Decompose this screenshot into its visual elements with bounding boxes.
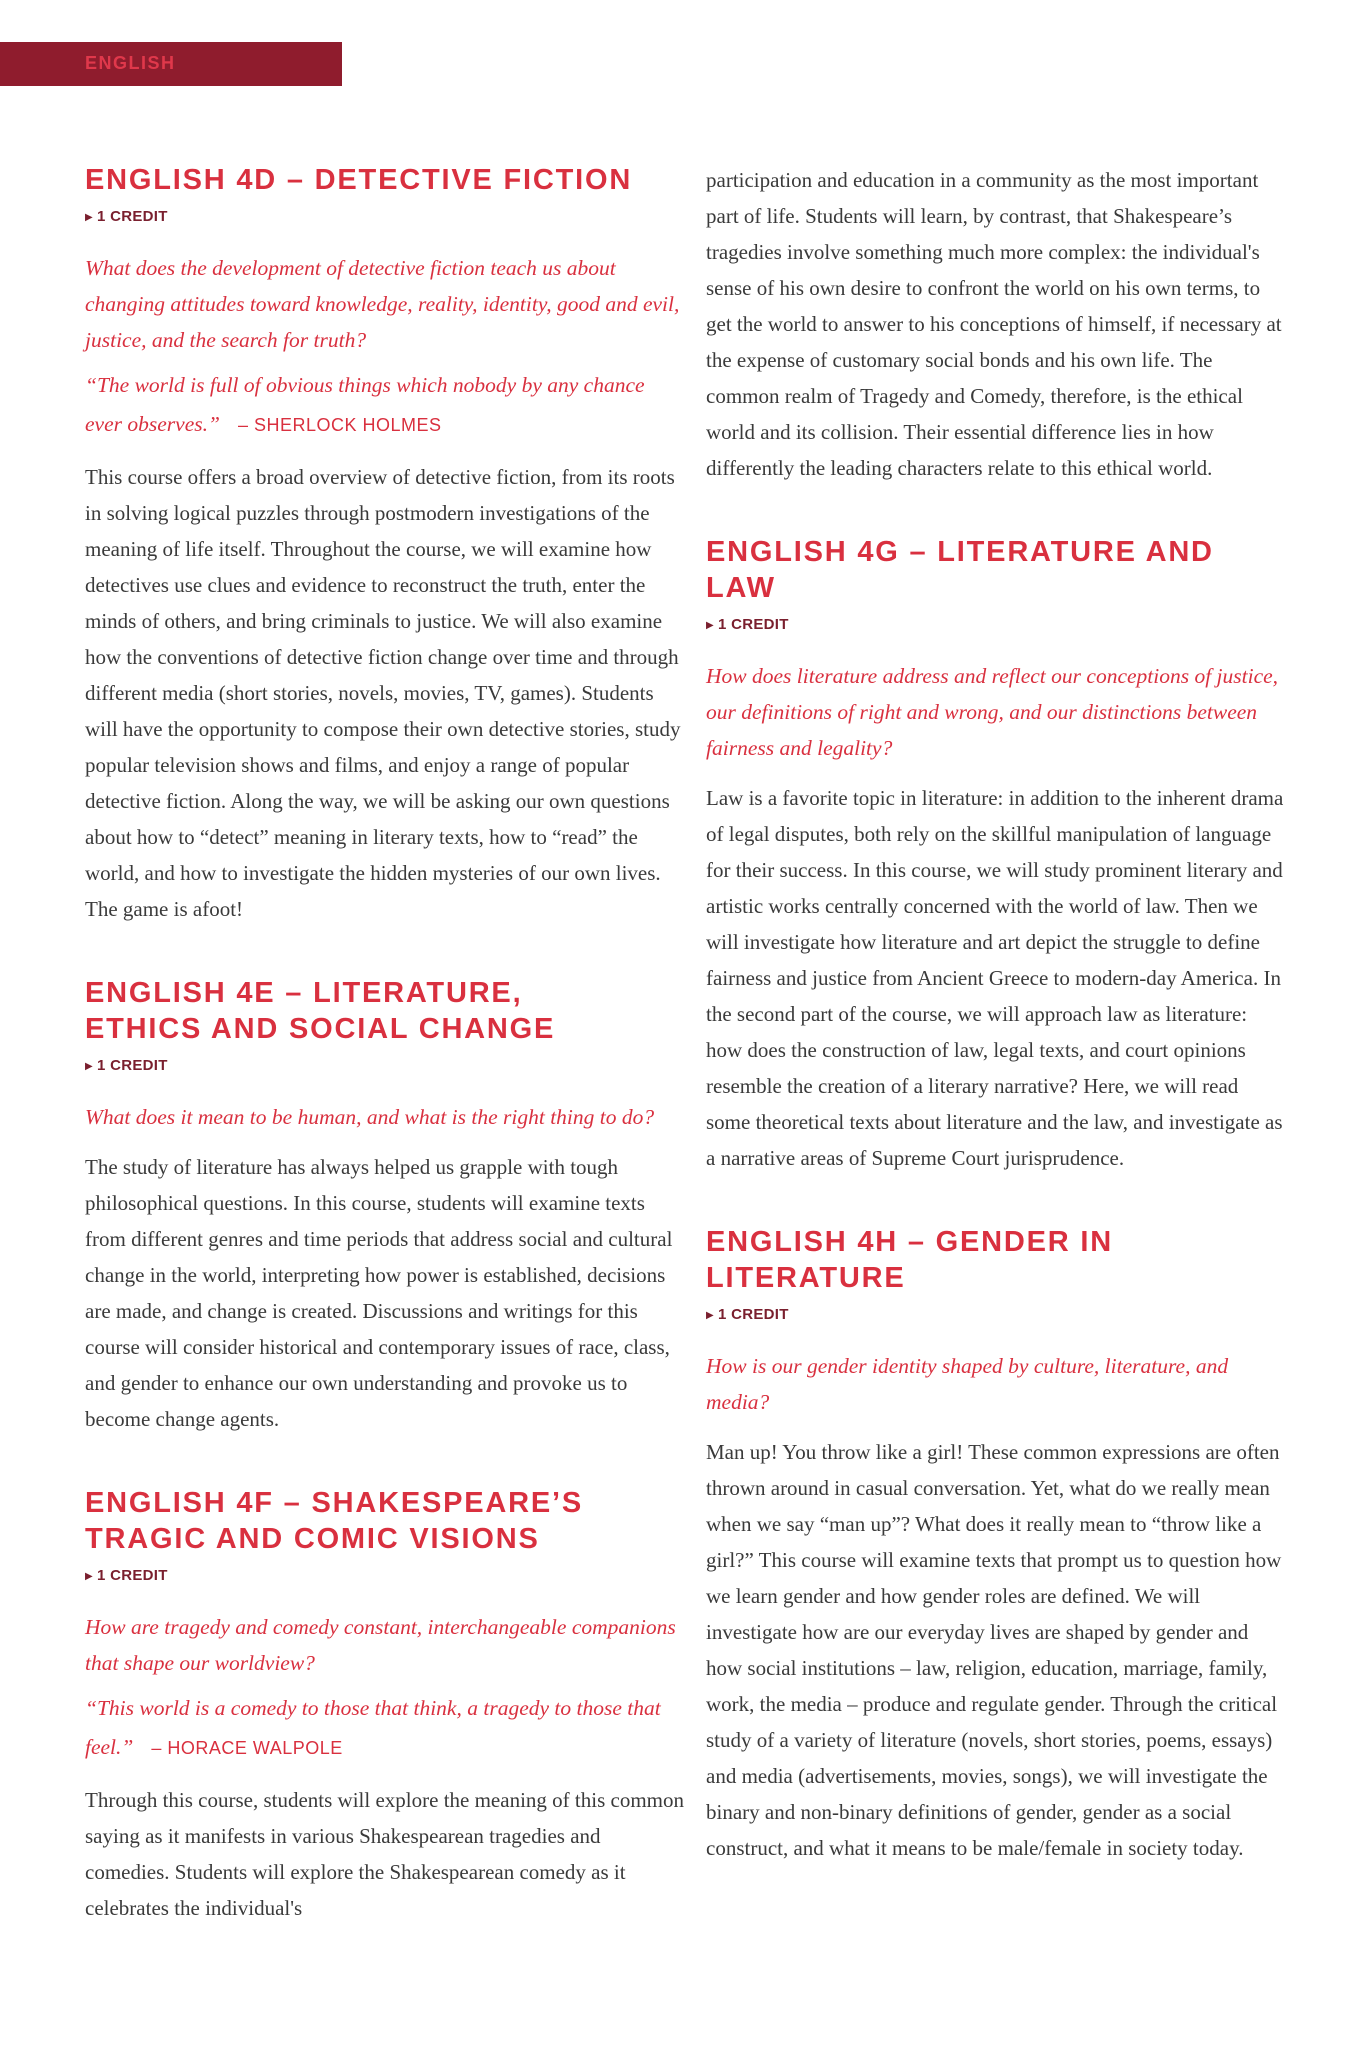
course-description: This course offers a broad overview of detective fiction, from its roots in solving logical puzzles through postmodern investigations of the meaning of life itself. Throughout the course, we will examine how detectives use clues and evidence to reconstruct the truth, enter the minds of others, and bring criminals to justice. We will also examine how the conventions of detective fiction change over time and through different media (short stories, novels, movies, TV, games). Students will have the opportunity to compose their own detective stories, study popular television shows and films, and enjoy a range of popular detective fiction. Along the way, we will be asking our own questions about how to “detect” meaning in literary texts, how to “read” the world, and how to investigate the hidden mysteries of our own lives. The game is afoot! (85, 465, 681, 921)
triangle-bullet-icon: ▶ (85, 1061, 93, 1072)
section-tab-label: ENGLISH (85, 53, 176, 73)
course-question: How are tragedy and comedy constant, interchangeable companions that shape our worldview? (85, 1615, 676, 1675)
course-description-continued: participation and education in a community as the most important part of life. Students will learn, by contrast, that Shakespeare’s tragedies involve something much more complex: the individual's sense of his own desire to confront the world on his own terms, to get the world to answer to his conceptions of himself, if necessary at the expense of customary social bonds and his own life. The common realm of Tragedy and Comedy, therefore, is the ethical world and its collision. Their essential difference lies in how differently the leading characters relate to this ethical world. (706, 168, 1282, 480)
course-title: ENGLISH 4D – DETECTIVE FICTION (85, 164, 633, 196)
course-title: ENGLISH 4E – LITERATURE, ETHICS AND SOCIAL CHANGE (85, 977, 556, 1045)
course-description: Man up! You throw like a girl! These common expressions are often thrown around in casual conversation. Yet, what do we really mean when we say “man up”? What does it really mean to “throw like a girl?” This course will examine texts that prompt us to question how we learn gender and how gender roles are defined. We will investigate how are our everyday lives are shaped by gender and how social institutions – law, religion, education, marriage, family, work, the media – produce and regulate gender. Through the critical study of a variety of literature (novels, short stories, poems, essays) and media (advertisements, movies, songs), we will investigate the binary and non-binary definitions of gender, gender as a social construct, and what it means to be male/female in society today. (706, 1440, 1282, 1860)
triangle-bullet-icon: ▶ (85, 1571, 93, 1582)
course-question: What does the development of detective fiction teach us about changing attitudes toward knowledge, reality, identity, good and evil, justice, and the search for truth? (85, 256, 680, 352)
triangle-bullet-icon: ▶ (85, 212, 93, 223)
course-english-4f-continued (706, 162, 1286, 486)
course-credit: ▶ 1 CREDIT (706, 616, 789, 633)
course-credit: ▶ 1 CREDIT (85, 208, 168, 225)
course-question: How is our gender identity shaped by culture, literature, and media? (706, 1354, 1229, 1414)
right-column (706, 162, 1286, 1914)
course-quote: “This world is a comedy to those that think, a tragedy to those that feel.” – HORACE WALPOLE (85, 1696, 661, 1759)
quote-attribution: – HORACE WALPOLE (151, 1738, 343, 1758)
course-title: ENGLISH 4F – SHAKESPEARE’S TRAGIC AND COMIC VISIONS (85, 1487, 584, 1555)
course-credit: ▶ 1 CREDIT (85, 1057, 168, 1074)
course-description: Through this course, students will explore the meaning of this common saying as it manifests in various Shakespearean tragedies and comedies. Students will explore the Shakespearean comedy as it celebrates the individual's (85, 1788, 684, 1920)
course-english-4e (85, 975, 685, 1437)
course-english-4g (706, 534, 1286, 1176)
course-description: Law is a favorite topic in literature: in addition to the inherent drama of legal disputes, both rely on the skillful manipulation of language for their success. In this course, we will study prominent literary and artistic works centrally concerned with the world of law. Then we will investigate how literature and art depict the struggle to define fairness and justice from Ancient Greece to modern-day America. In the second part of the course, we will approach law as literature: how does the construction of law, legal texts, and court opinions resemble the creation of a literary narrative? Here, we will read some theoretical texts about literature and the law, and investigate as a narrative areas of Supreme Court jurisprudence. (706, 786, 1284, 1170)
section-tab (0, 42, 342, 86)
course-english-4f (85, 1485, 685, 1926)
left-column (85, 162, 685, 1974)
quote-attribution: – SHERLOCK HOLMES (237, 415, 442, 435)
triangle-bullet-icon: ▶ (706, 620, 714, 631)
course-credit: ▶ 1 CREDIT (85, 1567, 168, 1584)
course-question: How does literature address and reflect our conceptions of justice, our definitions of right and wrong, and our distinctions between fairness and legality? (706, 664, 1279, 760)
triangle-bullet-icon: ▶ (706, 1310, 714, 1321)
course-question: What does it mean to be human, and what is the right thing to do? (85, 1105, 655, 1129)
course-title: ENGLISH 4G – LITERATURE AND LAW (706, 536, 1214, 604)
course-english-4h (706, 1224, 1286, 1866)
course-title: ENGLISH 4H – GENDER IN LITERATURE (706, 1226, 1113, 1294)
course-description: The study of literature has always helped us grapple with tough philosophical questions. In this course, students will examine texts from different genres and time periods that address social and cultural change in the world, interpreting how power is established, decisions are made, and change is created. Discussions and writings for this course will consider historical and contemporary issues of race, class, and gender to enhance our own understanding and provoke us to become change agents. (85, 1155, 673, 1431)
course-english-4d (85, 162, 685, 927)
course-quote: “The world is full of obvious things which nobody by any chance ever observes.” – SHERLOCK HOLMES (85, 373, 645, 436)
course-credit: ▶ 1 CREDIT (706, 1306, 789, 1323)
